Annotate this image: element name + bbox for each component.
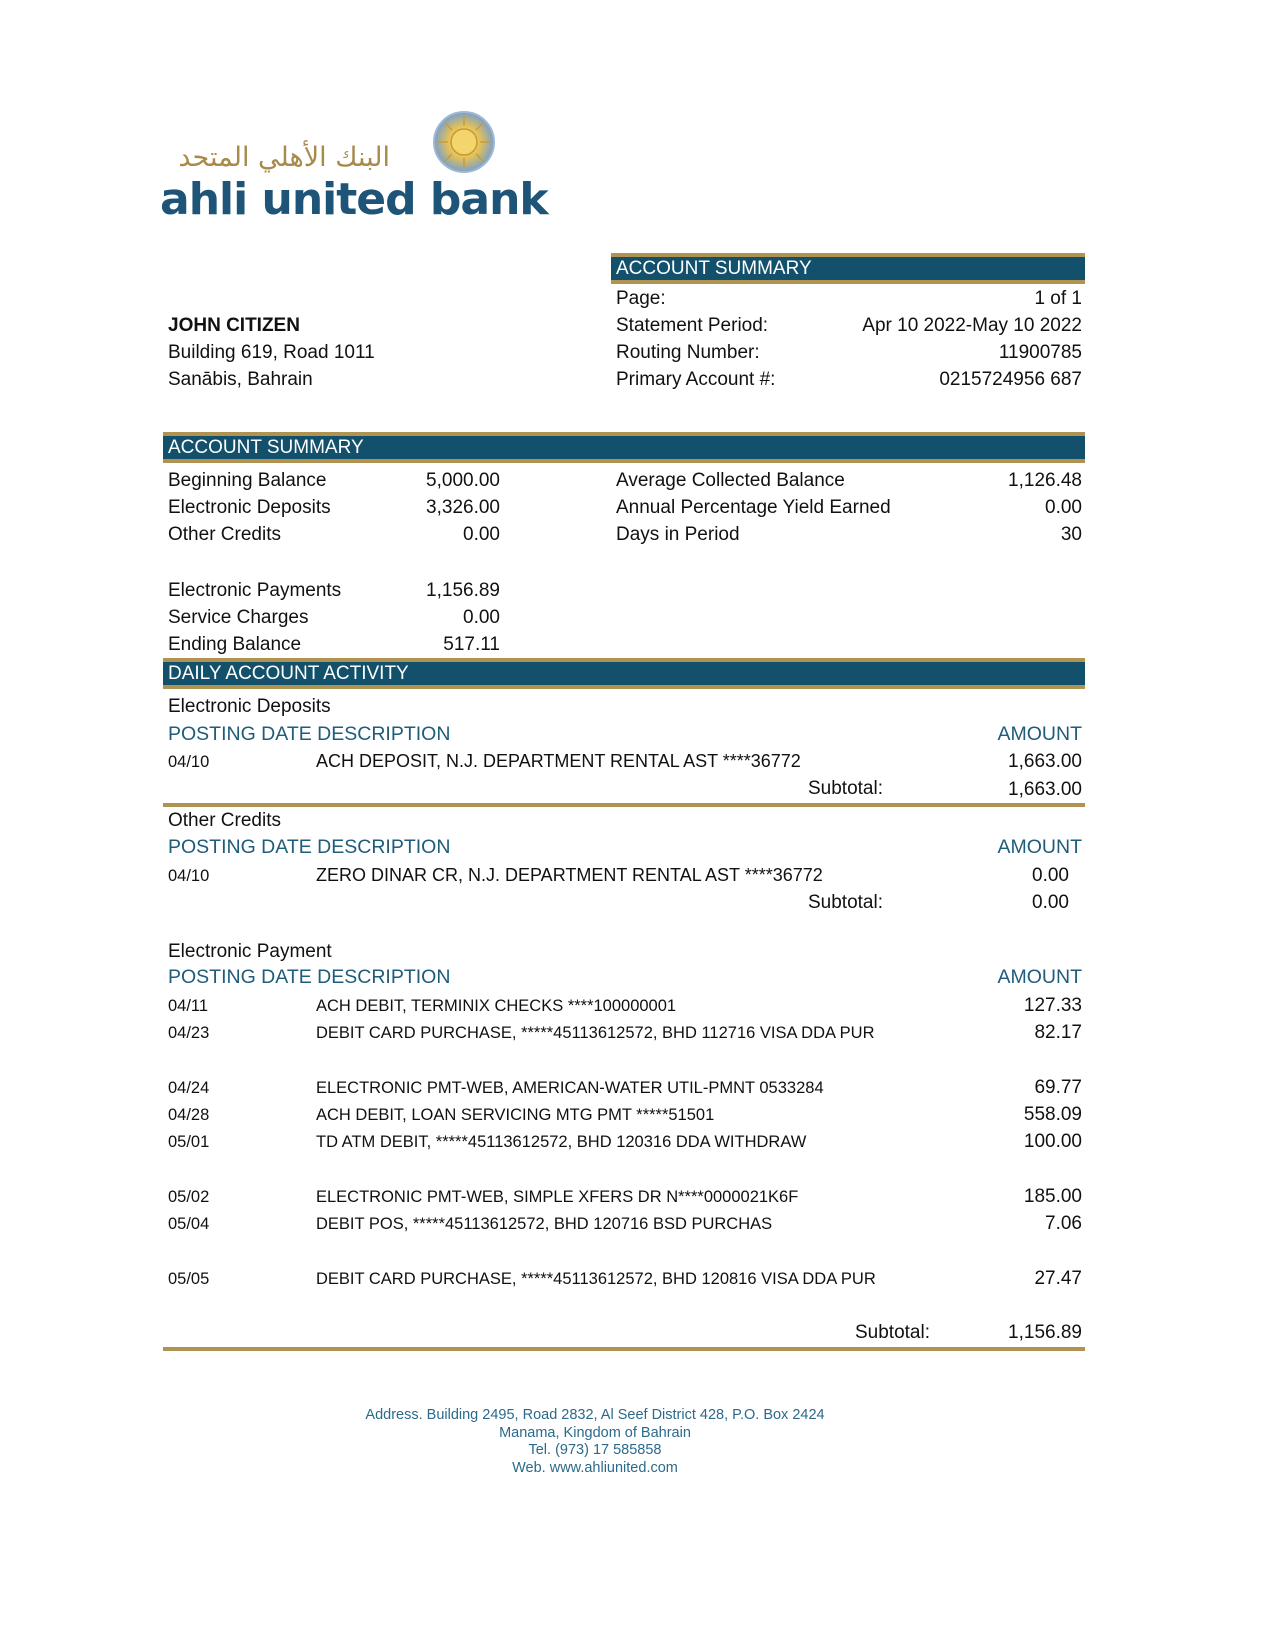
- statement-header-title: ACCOUNT SUMMARY: [616, 258, 812, 279]
- bank-logo: [160, 110, 548, 230]
- table-row-description: DEBIT POS, *****45113612572, BHD 120716 BSD PURCHAS: [316, 1215, 773, 1233]
- subtotal-electronic-deposits: 1,663.00: [1008, 779, 1082, 800]
- col-header-amount: AMOUNT: [997, 836, 1082, 858]
- statement-period-value: Apr 10 2022-May 10 2022: [862, 315, 1082, 336]
- table-row-amount: 27.47: [1034, 1268, 1082, 1289]
- table-row-amount: 0.00: [1032, 865, 1069, 886]
- footer-line-address: Address. Building 2495, Road 2832, Al Seef District 428, P.O. Box 2424: [365, 1407, 825, 1423]
- service-charges-label: Service Charges: [168, 607, 309, 628]
- col-header-posting: POSTING DATE DESCRIPTION: [168, 966, 451, 988]
- section-title-electronic-deposits: Electronic Deposits: [168, 696, 331, 717]
- section-title-other-credits: Other Credits: [168, 810, 281, 831]
- table-row-description: ACH DEBIT, TERMINIX CHECKS ****100000001: [316, 997, 677, 1015]
- col-header-amount: AMOUNT: [997, 723, 1082, 745]
- daily-activity-bar: [163, 658, 1085, 689]
- table-row-date: 04/11: [168, 997, 209, 1015]
- table-row-description: DEBIT CARD PURCHASE, *****45113612572, BHD 112716 VISA DDA PUR: [316, 1024, 875, 1042]
- subtotal-electronic-payment: 1,156.89: [1008, 1322, 1082, 1343]
- col-header-posting: POSTING DATE DESCRIPTION: [168, 723, 451, 745]
- table-row-amount: 558.09: [1023, 1104, 1082, 1125]
- beginning-balance-value: 5,000.00: [426, 470, 500, 491]
- col-header-amount: AMOUNT: [997, 966, 1082, 988]
- bank-emblem-icon: [432, 110, 496, 174]
- electronic-deposits-value: 3,326.00: [426, 497, 500, 518]
- avg-collected-balance-value: 1,126.48: [1008, 470, 1082, 491]
- table-row-description: ACH DEPOSIT, N.J. DEPARTMENT RENTAL AST ****36772: [316, 751, 801, 771]
- subtotal-label: Subtotal:: [808, 778, 883, 799]
- days-in-period-label: Days in Period: [616, 524, 740, 545]
- table-row-amount: 1,663.00: [1008, 751, 1082, 772]
- days-in-period-value: 30: [1060, 524, 1082, 545]
- col-header-posting: POSTING DATE DESCRIPTION: [168, 836, 451, 858]
- account-summary-bar: [163, 432, 1085, 463]
- apy-earned-label: Annual Percentage Yield Earned: [616, 497, 891, 518]
- footer-line-web: Web. www.ahliunited.com: [512, 1459, 678, 1476]
- table-row-date: 05/04: [168, 1215, 210, 1233]
- subtotal-label: Subtotal:: [855, 1322, 930, 1343]
- table-row-date: 04/23: [168, 1024, 210, 1042]
- avg-collected-balance-label: Average Collected Balance: [616, 470, 845, 491]
- subtotal-label: Subtotal:: [808, 892, 883, 913]
- table-row-description: ACH DEBIT, LOAN SERVICING MTG PMT *****51501: [316, 1106, 715, 1124]
- ending-balance-value: 517.11: [443, 634, 500, 655]
- table-row-description: DEBIT CARD PURCHASE, *****45113612572, BHD 120816 VISA DDA PUR: [316, 1270, 876, 1288]
- customer-address-line2: Sanābis, Bahrain: [168, 369, 313, 390]
- table-row-amount: 7.06: [1045, 1213, 1082, 1234]
- table-row-date: 05/01: [168, 1133, 210, 1151]
- account-number-label: Primary Account #:: [616, 369, 776, 390]
- bank-name: ahli united bank: [160, 174, 548, 225]
- customer-address-line1: Building 619, Road 1011: [168, 342, 375, 363]
- apy-earned-value: 0.00: [1045, 497, 1082, 518]
- electronic-payments-value: 1,156.89: [426, 580, 500, 601]
- table-row-amount: 69.77: [1034, 1077, 1082, 1098]
- statement-period-label: Statement Period:: [616, 315, 769, 336]
- service-charges-value: 0.00: [463, 607, 500, 628]
- electronic-deposits-label: Electronic Deposits: [168, 497, 331, 518]
- table-row-amount: 185.00: [1023, 1186, 1082, 1207]
- other-credits-label: Other Credits: [168, 524, 281, 545]
- table-row-date: 05/05: [168, 1270, 210, 1288]
- routing-number-value: 11900785: [998, 342, 1082, 363]
- table-row-amount: 127.33: [1023, 995, 1082, 1016]
- table-row-date: 04/24: [168, 1079, 210, 1097]
- divider: [163, 803, 1085, 807]
- table-row-description: ZERO DINAR CR, N.J. DEPARTMENT RENTAL AST ****36772: [316, 865, 823, 885]
- page-label: Page:: [616, 288, 666, 309]
- table-row-date: 04/28: [168, 1106, 210, 1124]
- table-row-date: 05/02: [168, 1188, 210, 1206]
- daily-activity-title: DAILY ACCOUNT ACTIVITY: [168, 663, 409, 684]
- section-title-electronic-payment: Electronic Payment: [168, 941, 332, 962]
- table-row-amount: 100.00: [1023, 1131, 1082, 1152]
- electronic-payments-label: Electronic Payments: [168, 580, 342, 601]
- ending-balance-label: Ending Balance: [168, 634, 302, 655]
- account-number-value: 0215724956 687: [939, 369, 1082, 390]
- table-row-amount: 82.17: [1034, 1022, 1082, 1043]
- divider: [163, 1347, 1085, 1351]
- page-value: 1 of 1: [1034, 288, 1082, 309]
- bank-arabic-name: البنك الأهلي المتحد: [178, 142, 390, 173]
- table-row-description: ELECTRONIC PMT-WEB, SIMPLE XFERS DR N****0000021K6F: [316, 1188, 799, 1206]
- footer-line-phone: Tel. (973) 17 585858: [528, 1442, 662, 1458]
- footer-line-city: Manama, Kingdom of Bahrain: [499, 1424, 691, 1441]
- statement-header-bar: [611, 253, 1085, 284]
- other-credits-value: 0.00: [463, 524, 500, 545]
- footer-address: [0, 1407, 1190, 1477]
- subtotal-other-credits: 0.00: [1032, 892, 1069, 913]
- table-row-description: ELECTRONIC PMT-WEB, AMERICAN-WATER UTIL-PMNT 0533284: [316, 1079, 824, 1097]
- beginning-balance-label: Beginning Balance: [168, 470, 327, 491]
- table-row-date: 04/10: [168, 867, 210, 885]
- customer-name: JOHN CITIZEN: [168, 315, 300, 336]
- table-row-description: TD ATM DEBIT, *****45113612572, BHD 120316 DDA WITHDRAW: [316, 1133, 807, 1151]
- account-summary-title: ACCOUNT SUMMARY: [168, 437, 364, 458]
- table-row-date: 04/10: [168, 753, 210, 771]
- routing-number-label: Routing Number:: [616, 342, 760, 363]
